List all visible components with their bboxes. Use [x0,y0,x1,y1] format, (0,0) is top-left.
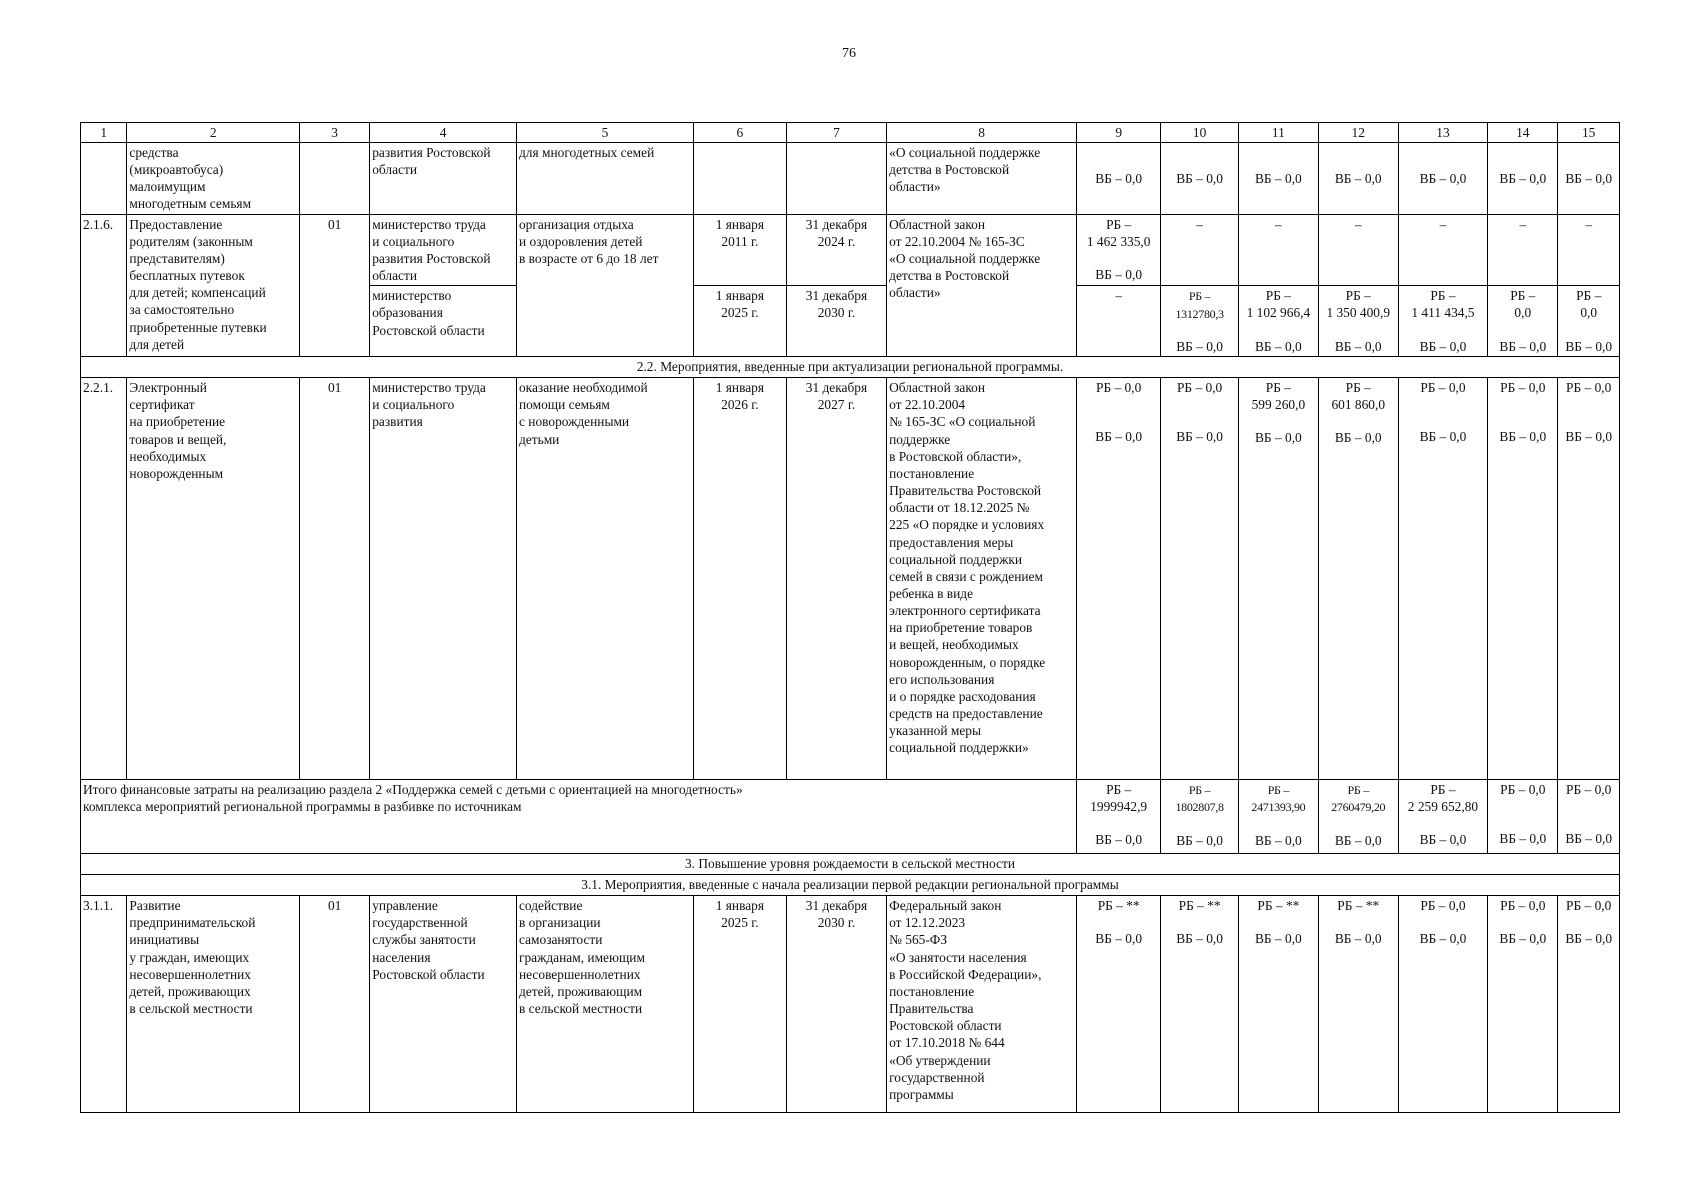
funding-cell: РБ – 0,0 ВБ – 0,0 [1398,378,1488,780]
column-number: 5 [516,123,693,143]
executor: управление государственной службы занятости населения Ростовской области [370,896,517,1113]
funding-cell: РБ – 2760479,20 ВБ – 0,0 [1318,780,1398,854]
funding-cell: РБ – 2471393,90 ВБ – 0,0 [1238,780,1318,854]
end-date: 31 декабря 2027 г. [786,378,886,780]
funding-cell: РБ – 1 462 335,0 ВБ – 0,0 [1077,214,1161,286]
column-number: 10 [1161,123,1239,143]
funding-cell: ВБ – 0,0 [1558,143,1620,215]
section-row [81,875,1620,896]
legal-basis: Федеральный закон от 12.12.2023 № 565-ФЗ «О занятости населения в Российской Федерации», постановление Правительства Ростовской области от 17.10.2018 № 644 «Об утверждении государственной программы [887,896,1077,1113]
program-table [80,122,1620,1113]
funding-cell: РБ – 0,0 ВБ – 0,0 [1488,780,1558,854]
end-date: 31 декабря 2030 г. [786,896,886,1113]
measure-name: средства (микроавтобуса) малоимущим многодетным семьям [127,143,300,215]
column-number-row [81,123,1620,143]
table-row-total [81,780,1620,854]
funding-cell: – [1488,214,1558,286]
funding-cell: РБ – 1312780,3 ВБ – 0,0 [1161,286,1239,357]
column-number: 15 [1558,123,1620,143]
start-date: 1 января 2025 г. [693,286,786,357]
measure-name: Электронный сертификат на приобретение товаров и вещей, необходимых новорожденным [127,378,300,780]
funding-cell: – [1558,214,1620,286]
column-number: 6 [693,123,786,143]
executor: развития Ростовской области [370,143,517,215]
funding-cell: РБ – ** ВБ – 0,0 [1318,896,1398,1113]
column-number: 11 [1238,123,1318,143]
column-number: 8 [887,123,1077,143]
funding-cell: РБ – 0,0 ВБ – 0,0 [1558,378,1620,780]
column-number: 3 [300,123,370,143]
start-date: 1 января 2025 г. [693,896,786,1113]
column-number: 12 [1318,123,1398,143]
column-number: 4 [370,123,517,143]
funding-cell: РБ – ** ВБ – 0,0 [1238,896,1318,1113]
funding-cell: – [1161,214,1239,286]
code: 01 [300,378,370,780]
funding-cell: ВБ – 0,0 [1077,143,1161,215]
column-number: 9 [1077,123,1161,143]
funding-cell: РБ – 0,0 ВБ – 0,0 [1558,780,1620,854]
funding-cell: РБ – 0,0 ВБ – 0,0 [1161,378,1239,780]
start-date: 1 января 2011 г. [693,214,786,286]
funding-cell: ВБ – 0,0 [1488,143,1558,215]
table-row-2-2-1 [81,378,1620,780]
funding-cell: РБ – 1999942,9 ВБ – 0,0 [1077,780,1161,854]
measure-name: Развитие предпринимательской инициативы у граждан, имеющих несовершеннолетних детей, проживающих в сельской местности [127,896,300,1113]
executor: министерство образования Ростовской области [370,286,517,357]
funding-cell: РБ – 0,0 ВБ – 0,0 [1558,896,1620,1113]
funding-cell: ВБ – 0,0 [1161,143,1239,215]
table-row-2-1-6 [81,214,1620,286]
column-number: 7 [786,123,886,143]
legal-basis: Областной закон от 22.10.2004 № 165-ЗС «О социальной поддержке детства в Ростовской области» [887,214,1077,357]
section-row [81,357,1620,378]
expected-result: для многодетных семей [516,143,693,215]
column-number: 13 [1398,123,1488,143]
expected-result: содействие в организации самозанятости гражданам, имеющим несовершеннолетних детей, проживающим в сельской местности [516,896,693,1113]
item-number: 2.2.1. [81,378,127,780]
start-date: 1 января 2026 г. [693,378,786,780]
legal-basis: «О социальной поддержке детства в Ростовской области» [887,143,1077,215]
funding-cell: РБ – 1 350 400,9 ВБ – 0,0 [1318,286,1398,357]
measure-name: Предоставление родителям (законным представителям) бесплатных путевок для детей; компенсаций за самостоятельно приобретенные путевки для детей [127,214,300,357]
end-date: 31 декабря 2030 г. [786,286,886,357]
funding-cell: ВБ – 0,0 [1318,143,1398,215]
item-number: 3.1.1. [81,896,127,1113]
section-row [81,854,1620,875]
column-number: 1 [81,123,127,143]
page-number: 76 [842,46,856,61]
funding-cell: РБ – 0,0 ВБ – 0,0 [1558,286,1620,357]
funding-cell: РБ – 1 411 434,5 ВБ – 0,0 [1398,286,1488,357]
funding-cell: РБ – ** ВБ – 0,0 [1077,896,1161,1113]
column-number: 2 [127,123,300,143]
funding-cell: РБ – 0,0 ВБ – 0,0 [1488,286,1558,357]
funding-cell: ВБ – 0,0 [1238,143,1318,215]
item-number: 2.1.6. [81,214,127,357]
section-heading: 3. Повышение уровня рождаемости в сельской местности [81,854,1620,875]
funding-cell: РБ – 0,0 ВБ – 0,0 [1398,896,1488,1113]
funding-cell: – [1077,286,1161,357]
expected-result: организация отдыха и оздоровления детей в возрасте от 6 до 18 лет [516,214,693,357]
funding-cell: РБ – 0,0 ВБ – 0,0 [1488,378,1558,780]
funding-cell: ВБ – 0,0 [1398,143,1488,215]
subsection-heading: 3.1. Мероприятия, введенные с начала реализации первой редакции региональной программы [81,875,1620,896]
expected-result: оказание необходимой помощи семьям с новорожденными детьми [516,378,693,780]
end-date: 31 декабря 2024 г. [786,214,886,286]
column-number: 14 [1488,123,1558,143]
code: 01 [300,896,370,1113]
funding-cell: РБ – ** ВБ – 0,0 [1161,896,1239,1113]
funding-cell: РБ – 601 860,0 ВБ – 0,0 [1318,378,1398,780]
table-row-continuation [81,143,1620,215]
funding-cell: РБ – 0,0 ВБ – 0,0 [1488,896,1558,1113]
total-label: Итого финансовые затраты на реализацию раздела 2 «Поддержка семей с детьми с ориентацией на многодетность» комплекса мероприятий региональной программы в разбивке по источникам [81,780,1077,854]
funding-cell: РБ – 1802807,8 ВБ – 0,0 [1161,780,1239,854]
executor: министерство труда и социального развития Ростовской области [370,214,517,286]
table-row-3-1-1 [81,896,1620,1113]
legal-basis: Областной закон от 22.10.2004 № 165-ЗС «О социальной поддержке в Ростовской области», постановление Правительства Ростовской области от 18.12.2025 № 225 «О порядке и условиях предоставления меры социальной поддержки семей в связи с рождением ребенка в виде электронного сертификата на приобретение товаров и вещей, необходимых новорожденным, о порядке его использования и о порядке расходования средств на предоставление указанной меры социальной поддержки» [887,378,1077,780]
funding-cell: – [1238,214,1318,286]
funding-cell: – [1318,214,1398,286]
executor: министерство труда и социального развития [370,378,517,780]
funding-cell: РБ – 1 102 966,4 ВБ – 0,0 [1238,286,1318,357]
funding-cell: РБ – 2 259 652,80 ВБ – 0,0 [1398,780,1488,854]
code: 01 [300,214,370,357]
section-heading: 2.2. Мероприятия, введенные при актуализации региональной программы. [81,357,1620,378]
funding-cell: РБ – 0,0 ВБ – 0,0 [1077,378,1161,780]
funding-cell: РБ – 599 260,0 ВБ – 0,0 [1238,378,1318,780]
funding-cell: – [1398,214,1488,286]
